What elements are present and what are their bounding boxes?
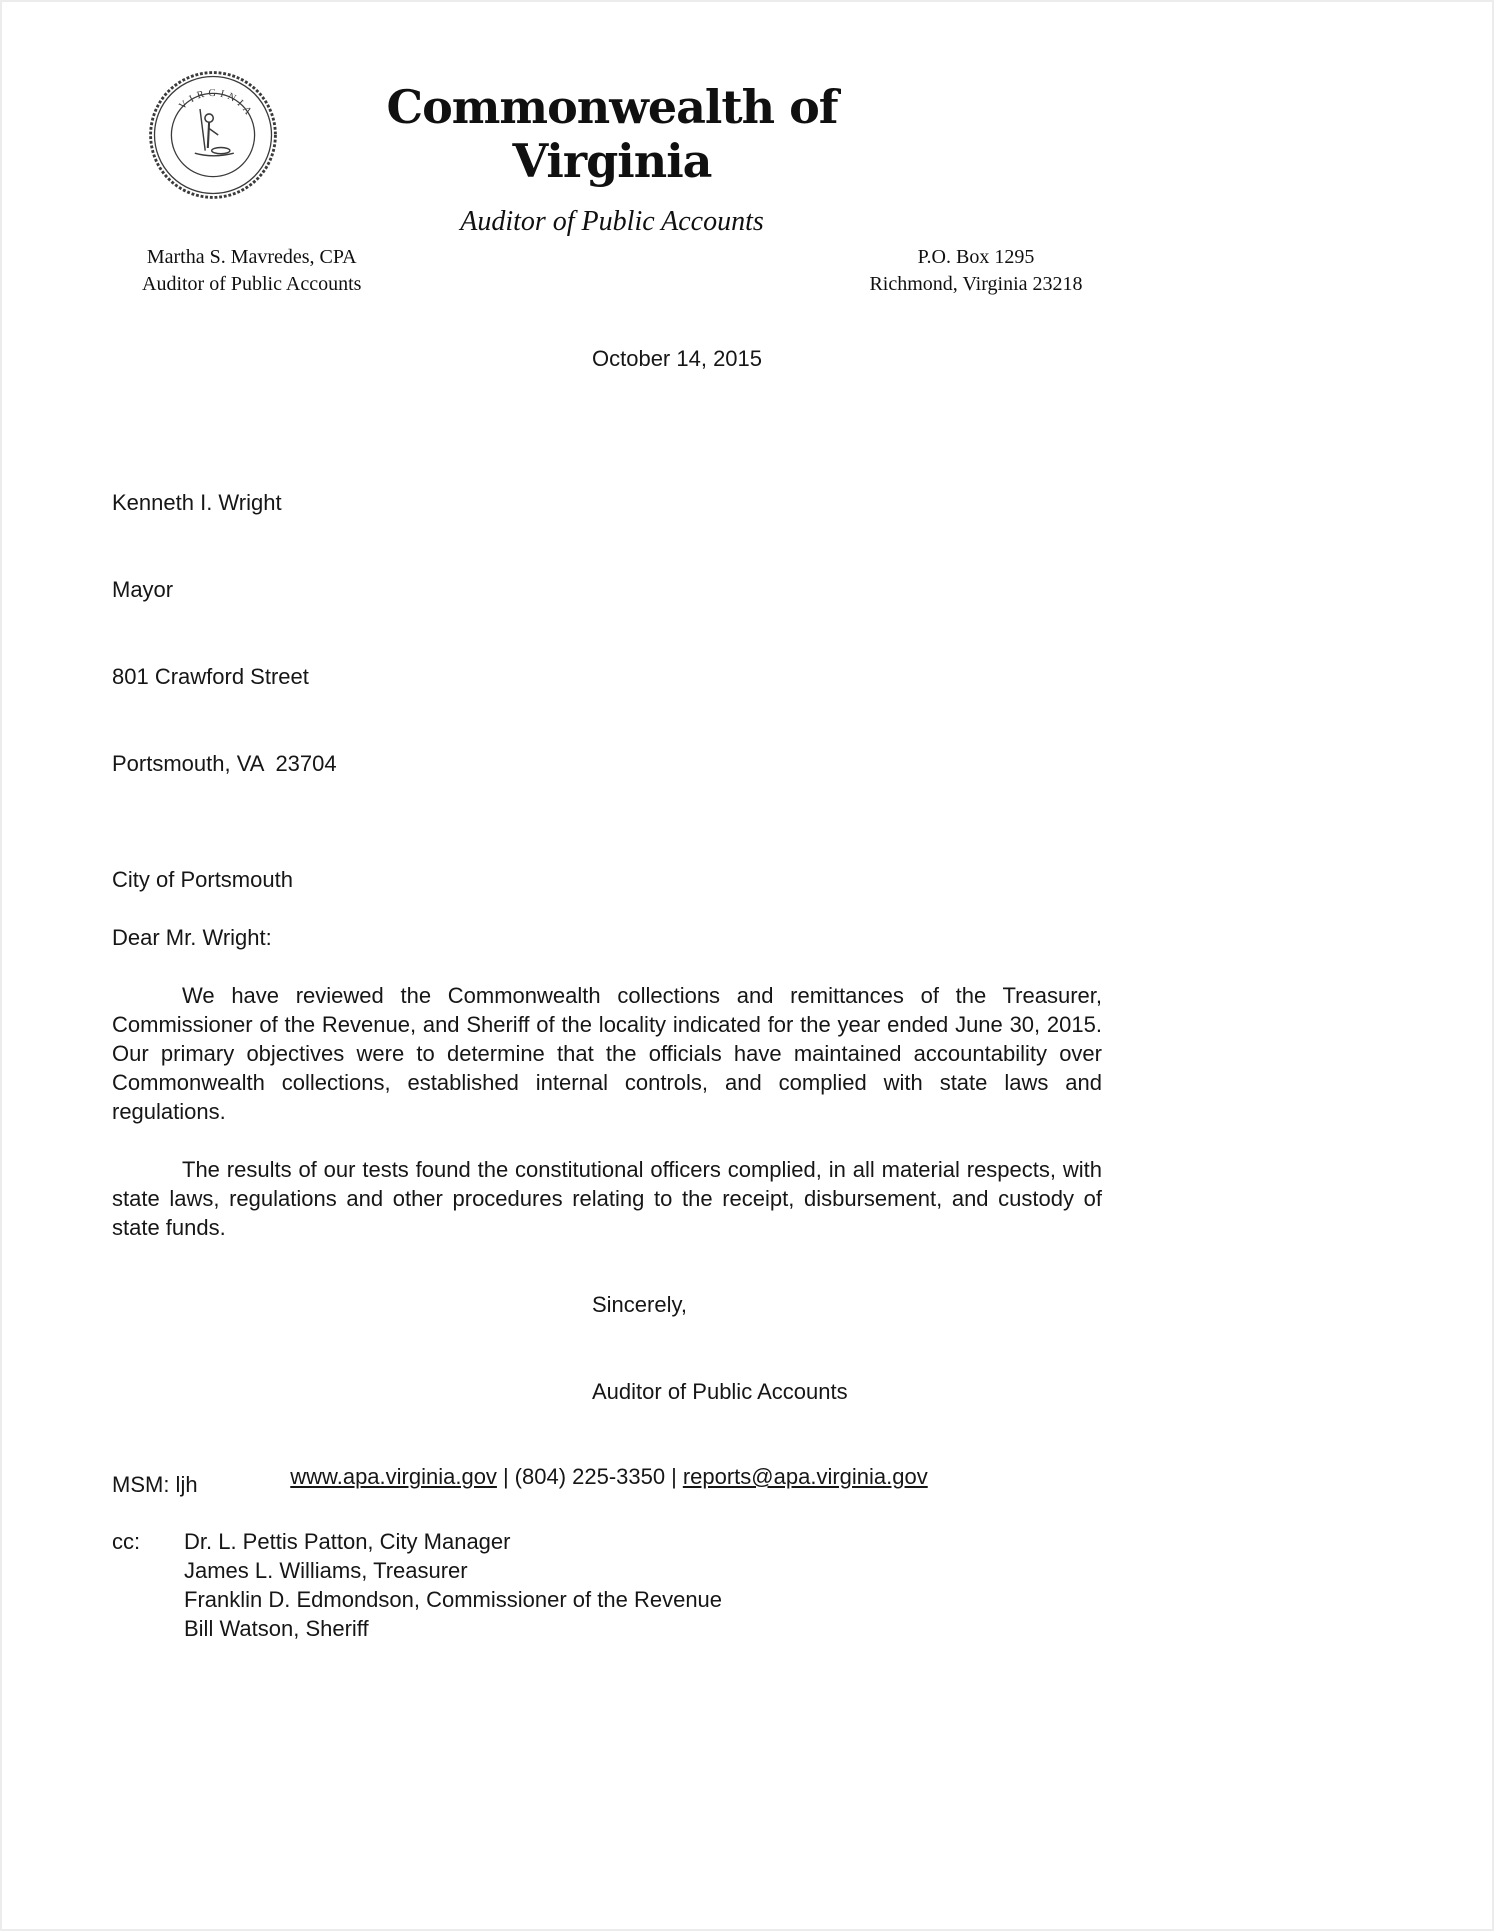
footer-separator: | (671, 1464, 677, 1489)
email-link[interactable]: reports@apa.virginia.gov (682, 1464, 928, 1489)
virginia-state-seal-icon (148, 70, 278, 200)
recipient-address-block (112, 430, 1102, 836)
letterhead-title: Commonwealth of Virginia (386, 80, 838, 188)
recipient-title: Mayor (112, 577, 174, 602)
footer-separator: | (502, 1464, 509, 1489)
svg-text:VIRGINIA (177, 88, 255, 120)
cc-label: cc: (112, 1529, 141, 1554)
website-link[interactable]: www.apa.virginia.gov (290, 1464, 497, 1489)
cc-block (112, 1527, 1102, 1643)
reference-initials: MSM: ljh (112, 1472, 198, 1497)
address-contact-block (858, 244, 1094, 298)
letterhead-subtitle: Auditor of Public Accounts (460, 206, 764, 237)
letterhead-center (292, 80, 932, 238)
recipient-name: Kenneth I. Wright (112, 490, 282, 515)
auditor-title: Auditor of Public Accounts (142, 273, 362, 295)
auditor-name: Martha S. Mavredes, CPA (146, 246, 357, 268)
recipient-street: 801 Crawford Street (112, 664, 309, 689)
page-footer (112, 1464, 1106, 1490)
letterhead (2, 2, 1492, 295)
letter-body (2, 344, 1492, 1643)
locality-line: City of Portsmouth (112, 867, 293, 892)
cc-item: James L. Williams, Treasurer (184, 1558, 468, 1583)
seal-text: VIRGINIA (177, 87, 256, 121)
salutation: Dear Mr. Wright: (112, 925, 272, 950)
cc-item: Dr. L. Pettis Patton, City Manager (184, 1529, 511, 1554)
auditor-contact-block (142, 244, 361, 298)
body-paragraph-2: The results of our tests found the constitutional officers complied, in all material respects, with state laws, regulations and other procedures relating to the receipt, disbursement, and custody of state funds. (112, 1157, 1102, 1240)
phone-number: (804) 225-3350 (514, 1464, 666, 1489)
closing-line: Sincerely, (592, 1292, 687, 1317)
cc-item: Bill Watson, Sheriff (184, 1616, 369, 1641)
cc-item: Franklin D. Edmondson, Commissioner of the Revenue (184, 1587, 723, 1612)
date-line: October 14, 2015 (592, 346, 763, 371)
po-box-line: P.O. Box 1295 (917, 246, 1035, 268)
cc-list (184, 1527, 722, 1643)
recipient-city: Portsmouth, VA 23704 (112, 751, 337, 776)
city-state-line: Richmond, Virginia 23218 (869, 273, 1083, 295)
body-paragraph-1: We have reviewed the Commonwealth collections and remittances of the Treasurer, Commissioner of the Revenue, and Sheriff of the locality indicated for the year ended June 30, 2015. Our primary objectives were to determine that the officials have maintained accountability over Commonwealth collections, established internal controls, and complied with state laws and regulations. (112, 983, 1102, 1124)
signature-title: Auditor of Public Accounts (592, 1379, 848, 1404)
